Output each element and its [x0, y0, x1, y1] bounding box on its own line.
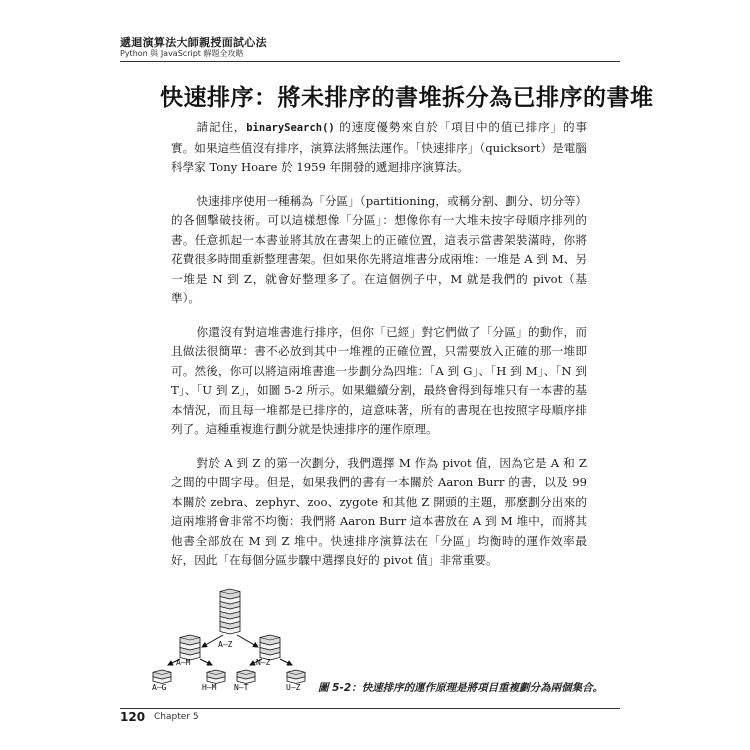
- label-rl: N–T: [234, 683, 249, 692]
- label-right: N–Z: [256, 658, 271, 667]
- arrow-left-lr: [200, 659, 212, 665]
- book-subtitle: Python 與 JavaScript 解題全攻略: [120, 49, 244, 58]
- arrow-root-right: [237, 635, 258, 647]
- paragraph-1: [171, 118, 587, 178]
- book-title: 遞迴演算法大師親授面試心法: [120, 36, 267, 49]
- book-stack-left: [180, 635, 200, 660]
- page-footer: [120, 708, 620, 725]
- book-stack-right: [260, 635, 280, 660]
- section-title: 快速排序：將未排序的書堆拆分為已排序的書堆: [160, 85, 654, 111]
- running-header: [120, 36, 620, 62]
- label-rr: U–Z: [286, 683, 301, 692]
- book-stack-lr: [207, 670, 225, 684]
- page-number: 120: [120, 710, 146, 724]
- paragraph-2: 快速排序使用一種稱為「分區」（partitioning，或稱分割、劃分、切分等）的各個擊破技術。可以這樣想像「分區」：想像你有一大堆未按字母順序排列的書。任意抓起一本書並將其放在書架上的正確位置，這表示當書架裝滿時，你將花費很多時間重新整理書架。但如果你先將這堆書分成兩堆：一堆是 A 到 M、另一堆是 N 到 Z，就會好整理多了。在這個例子中，M 就是我們的 pivot（基準）。: [171, 193, 587, 305]
- paragraph-3: 你還沒有對這堆書進行排序，但你「已經」對它們做了「分區」的動作，而且做法很簡單：書不必放到其中一堆裡的正確位置，只需要放入正確的那一堆即可。然後，你可以將這兩堆書進一步劃分為四堆：「A 到 G」、「H 到 M」、「N 到 T」、「U 到 Z」，如圖 5-2 所示。如果繼續分割，最終會得到每堆只有一本書的基本情況，而且每一堆都是已排序的，這意味著，所有的書現在也按照字母順序排列了。這種重複進行劃分就是快速排序的運作原理。: [171, 324, 587, 436]
- book-stack-rl: [237, 670, 255, 684]
- arrow-right-rr: [280, 659, 292, 665]
- book-stack-root: [220, 589, 240, 634]
- paragraph-4: 對於 A 到 Z 的第一次劃分，我們選擇 M 作為 pivot 值，因為它是 A 和 Z 之間的中間字母。但是，如果我們的書有一本關於 Aaron Burr 的書，以及 99 本關於 zebra、zephyr、zoo、zygote 和其他 Z 開頭的主題，那麼劃分出來的這兩堆將會非常不均衡：我們將 Aaron Burr 這本書放在 A 到 M 堆中，而將其他書全部放在 M 到 Z 堆中。快速排序演算法在「分區」均衡時的運作效率最好，因此「在每個分區步驟中選擇良好的 pivot 值」非常重要。: [171, 455, 587, 567]
- body-text: [171, 118, 587, 585]
- label-ll: A–G: [152, 683, 167, 692]
- label-root: A–Z: [218, 640, 233, 649]
- book-stack-rr: [287, 670, 305, 684]
- label-lr: H–M: [202, 683, 217, 692]
- paragraph-1-after: 的速度優勢來自於「項目中的值已排序」的事實。如果這些值沒有排序，演算法將無法運作。「快速排序」（quicksort）是電腦科學家 Tony Hoare 於 1959 年開發的遞迴排序演算法。: [171, 120, 587, 174]
- partition-diagram: [150, 585, 310, 693]
- book-stack-ll: [153, 670, 171, 684]
- figure-caption: 圖 5-2：快速排序的運作原理是將項目重複劃分為兩個集合。: [318, 682, 604, 694]
- chapter-label: Chapter 5: [154, 712, 199, 722]
- label-left: A–M: [176, 658, 191, 667]
- paragraph-1-before: 請記住，: [196, 120, 247, 134]
- inline-code: binarySearch(): [246, 122, 335, 134]
